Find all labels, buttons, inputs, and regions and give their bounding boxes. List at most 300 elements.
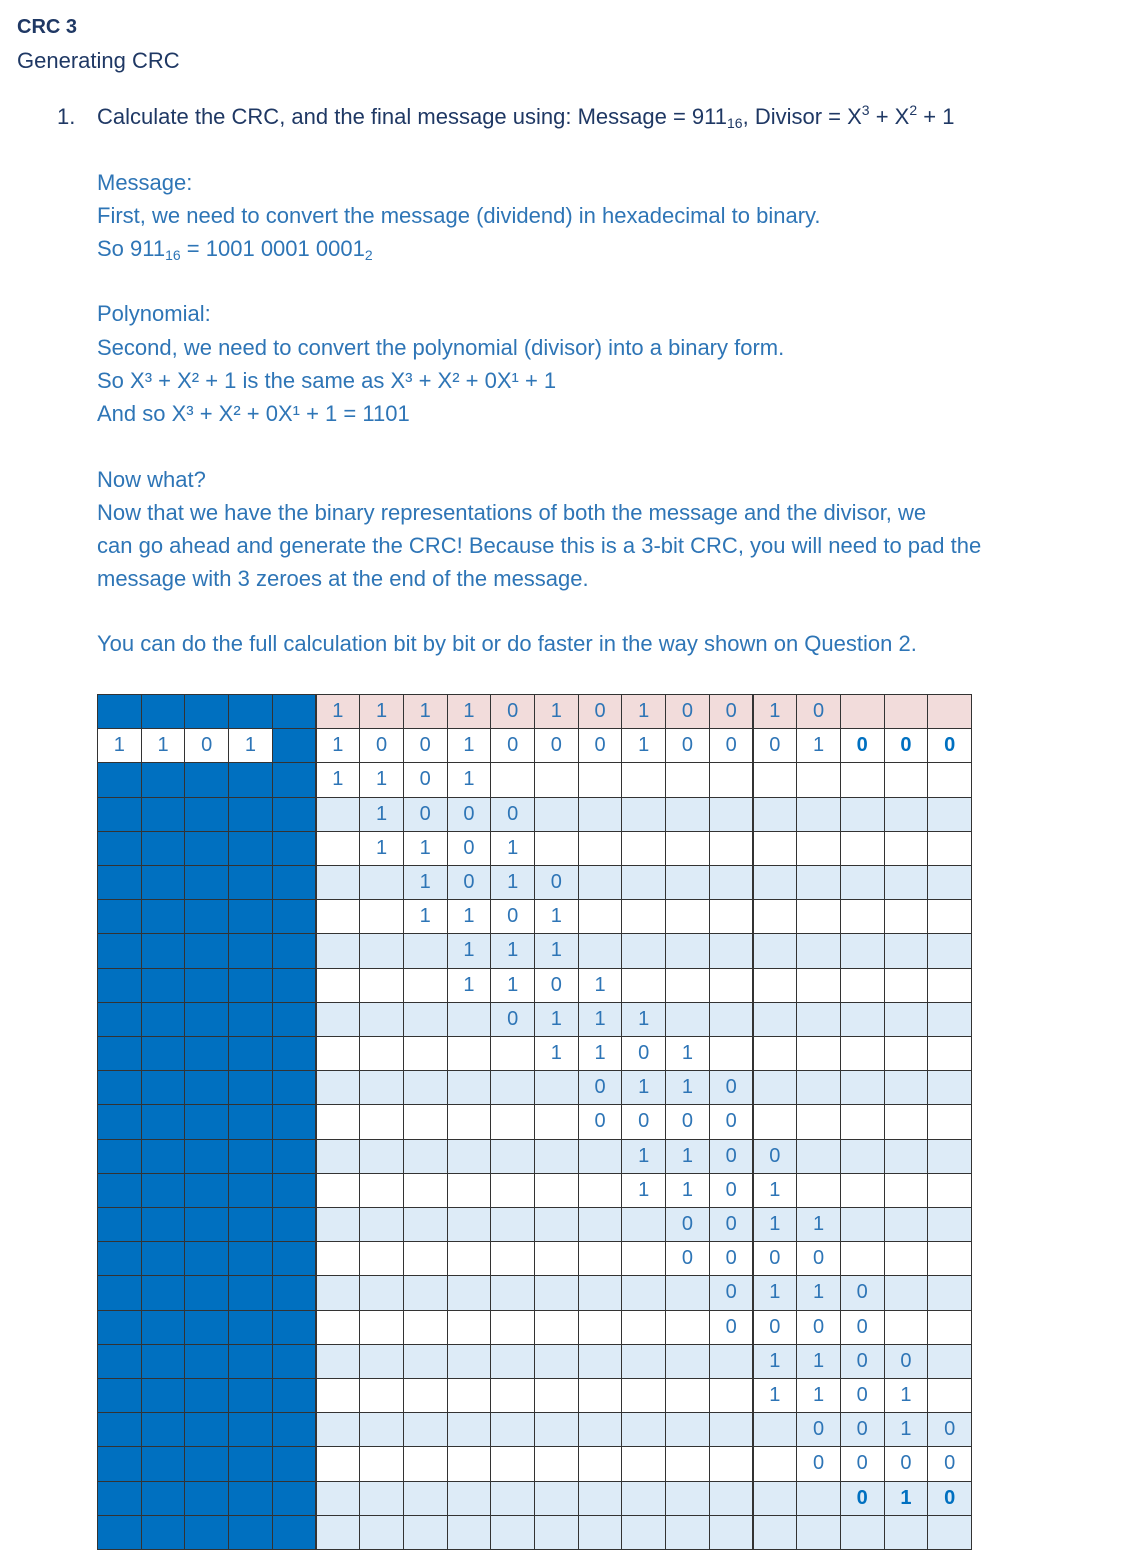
step-bit: 1 <box>403 899 448 934</box>
step-bit: 0 <box>840 1446 885 1481</box>
grid-cell <box>272 1173 317 1208</box>
grid-cell <box>621 1344 666 1379</box>
grid-cell <box>796 1139 841 1174</box>
step-bit: 1 <box>534 1002 579 1037</box>
grid-cell <box>578 831 623 866</box>
polynomial-line-2: So X³ + X² + 1 is the same as X³ + X² + 0X¹ + 1 <box>97 368 557 393</box>
grid-cell <box>665 1002 710 1037</box>
grid-cell <box>97 797 142 832</box>
grid-cell <box>753 1002 798 1037</box>
grid-cell <box>447 1446 492 1481</box>
divisor-bit: 1 <box>97 728 142 763</box>
dividend-bit: 0 <box>665 728 710 763</box>
step-bit: 0 <box>840 1310 885 1345</box>
grid-cell <box>184 694 229 729</box>
grid-cell <box>403 1241 448 1276</box>
grid-cell <box>228 1036 273 1071</box>
step-bit: 0 <box>709 1310 754 1345</box>
grid-cell <box>141 797 186 832</box>
grid-cell <box>141 1002 186 1037</box>
quotient-bit: 1 <box>534 694 579 729</box>
grid-cell <box>534 831 579 866</box>
dividend-bit: 0 <box>884 728 929 763</box>
grid-cell <box>753 865 798 900</box>
grid-cell <box>316 1036 361 1071</box>
step-bit: 0 <box>490 1002 535 1037</box>
grid-cell <box>490 1173 535 1208</box>
grid-cell <box>272 968 317 1003</box>
grid-cell <box>665 797 710 832</box>
grid-cell <box>97 1515 142 1550</box>
grid-cell <box>228 1104 273 1139</box>
grid-cell <box>578 1139 623 1174</box>
grid-cell <box>359 1515 404 1550</box>
grid-cell <box>927 1241 972 1276</box>
step-bit: 1 <box>753 1173 798 1208</box>
grid-cell <box>272 831 317 866</box>
grid-cell <box>228 968 273 1003</box>
grid-cell <box>141 1412 186 1447</box>
grid-cell <box>796 762 841 797</box>
grid-cell <box>97 1378 142 1413</box>
grid-cell <box>97 1139 142 1174</box>
grid-cell <box>447 1310 492 1345</box>
grid-cell <box>534 1412 579 1447</box>
grid-cell <box>884 1139 929 1174</box>
step-bit: 0 <box>840 1412 885 1447</box>
grid-cell <box>753 762 798 797</box>
step-bit: 1 <box>359 762 404 797</box>
grid-cell <box>97 968 142 1003</box>
grid-cell <box>403 1002 448 1037</box>
step-bit: 1 <box>490 968 535 1003</box>
grid-cell <box>840 1104 885 1139</box>
dividend-bit: 0 <box>490 728 535 763</box>
grid-cell <box>534 1173 579 1208</box>
grid-cell <box>184 1412 229 1447</box>
grid-cell <box>534 1070 579 1105</box>
grid-cell <box>141 694 186 729</box>
grid-cell <box>490 1241 535 1276</box>
grid-cell <box>621 1412 666 1447</box>
grid-cell <box>534 1310 579 1345</box>
grid-cell <box>796 865 841 900</box>
grid-cell <box>884 1515 929 1550</box>
grid-cell <box>665 1275 710 1310</box>
grid-cell <box>97 1002 142 1037</box>
grid-cell <box>316 1446 361 1481</box>
grid-cell <box>97 1104 142 1139</box>
grid-cell <box>403 1446 448 1481</box>
grid-cell <box>490 1378 535 1413</box>
grid-cell <box>184 762 229 797</box>
grid-cell <box>316 1139 361 1174</box>
grid-cell <box>141 762 186 797</box>
grid-cell <box>228 1481 273 1516</box>
grid-cell <box>840 1207 885 1242</box>
grid-cell <box>228 1310 273 1345</box>
grid-cell <box>141 1036 186 1071</box>
grid-cell <box>97 1310 142 1345</box>
step-bit: 1 <box>403 865 448 900</box>
step-bit: 1 <box>578 1002 623 1037</box>
grid-cell <box>578 1207 623 1242</box>
grid-cell <box>534 1275 579 1310</box>
grid-cell <box>447 1002 492 1037</box>
quotient-bit: 1 <box>621 694 666 729</box>
grid-cell <box>490 762 535 797</box>
dividend-bit: 0 <box>534 728 579 763</box>
grid-cell <box>403 1481 448 1516</box>
step-bit: 0 <box>665 1241 710 1276</box>
grid-cell <box>796 899 841 934</box>
divisor-bit: 1 <box>228 728 273 763</box>
polynomial-line-3: And so X³ + X² + 0X¹ + 1 = 1101 <box>97 401 410 426</box>
quotient-bit <box>884 694 929 729</box>
grid-cell <box>228 1241 273 1276</box>
grid-cell <box>184 831 229 866</box>
grid-cell <box>184 865 229 900</box>
step-bit: 1 <box>316 762 361 797</box>
grid-cell <box>141 1310 186 1345</box>
grid-cell <box>927 1515 972 1550</box>
grid-cell <box>665 831 710 866</box>
grid-cell <box>272 1412 317 1447</box>
grid-cell <box>709 899 754 934</box>
grid-cell <box>141 968 186 1003</box>
grid-cell <box>753 1412 798 1447</box>
grid-cell <box>884 831 929 866</box>
grid-cell <box>578 797 623 832</box>
step-bit: 0 <box>578 1104 623 1139</box>
grid-cell <box>316 1515 361 1550</box>
grid-cell <box>359 1241 404 1276</box>
grid-cell <box>272 1310 317 1345</box>
grid-cell <box>228 1344 273 1379</box>
now-heading: Now what? <box>97 467 206 492</box>
step-bit: 0 <box>578 1070 623 1105</box>
grid-cell <box>141 1481 186 1516</box>
divisor-bit: 0 <box>184 728 229 763</box>
grid-cell <box>840 1241 885 1276</box>
grid-cell <box>665 1481 710 1516</box>
grid-cell <box>884 933 929 968</box>
question-number: 1. <box>57 104 76 129</box>
grid-cell <box>840 1173 885 1208</box>
grid-cell <box>578 1515 623 1550</box>
grid-cell <box>447 1481 492 1516</box>
grid-cell <box>228 1378 273 1413</box>
grid-cell <box>272 1515 317 1550</box>
grid-cell <box>403 1515 448 1550</box>
grid-cell <box>709 762 754 797</box>
grid-cell <box>665 968 710 1003</box>
grid-cell <box>184 1344 229 1379</box>
grid-cell <box>141 1241 186 1276</box>
grid-cell <box>316 865 361 900</box>
grid-cell <box>490 1104 535 1139</box>
grid-cell <box>272 1070 317 1105</box>
grid-cell <box>927 933 972 968</box>
grid-cell <box>840 865 885 900</box>
grid-cell <box>621 1481 666 1516</box>
grid-cell <box>621 1310 666 1345</box>
grid-cell <box>359 899 404 934</box>
grid-cell <box>447 1275 492 1310</box>
grid-cell <box>796 968 841 1003</box>
step-bit: 0 <box>403 762 448 797</box>
grid-cell <box>403 968 448 1003</box>
grid-cell <box>316 1412 361 1447</box>
step-bit: 1 <box>753 1207 798 1242</box>
step-bit: 0 <box>665 1104 710 1139</box>
grid-cell <box>753 831 798 866</box>
step-bit: 1 <box>753 1275 798 1310</box>
grid-cell <box>403 1104 448 1139</box>
grid-cell <box>578 899 623 934</box>
grid-cell <box>359 1104 404 1139</box>
grid-cell <box>665 1378 710 1413</box>
grid-cell <box>534 1481 579 1516</box>
grid-cell <box>141 1515 186 1550</box>
grid-cell <box>228 865 273 900</box>
grid-cell <box>316 1241 361 1276</box>
grid-cell <box>840 899 885 934</box>
grid-cell <box>709 797 754 832</box>
grid-cell <box>796 1173 841 1208</box>
grid-cell <box>184 1481 229 1516</box>
grid-cell <box>665 1412 710 1447</box>
grid-cell <box>228 797 273 832</box>
step-bit: 1 <box>753 1378 798 1413</box>
grid-cell <box>796 1002 841 1037</box>
grid-cell <box>403 1275 448 1310</box>
grid-cell <box>359 1070 404 1105</box>
grid-cell <box>709 1344 754 1379</box>
grid-cell <box>141 1446 186 1481</box>
grid-cell <box>884 1002 929 1037</box>
grid-cell <box>97 865 142 900</box>
dividend-bit: 0 <box>578 728 623 763</box>
grid-cell <box>228 1412 273 1447</box>
grid-cell <box>534 797 579 832</box>
step-bit: 1 <box>447 968 492 1003</box>
grid-cell <box>709 1446 754 1481</box>
grid-cell <box>796 1515 841 1550</box>
grid-cell <box>184 933 229 968</box>
step-bit: 0 <box>621 1104 666 1139</box>
now-line-3: message with 3 zeroes at the end of the message. <box>97 566 589 591</box>
grid-cell <box>184 1139 229 1174</box>
step-bit: 1 <box>621 1139 666 1174</box>
grid-cell <box>272 865 317 900</box>
grid-cell <box>316 831 361 866</box>
grid-cell <box>709 1002 754 1037</box>
question-text: Calculate the CRC, and the final message using: Message = $911_{16}$, Divisor = $X^3 + X^2 + 1$ <box>97 102 955 131</box>
grid-cell <box>621 1446 666 1481</box>
step-bit: 1 <box>621 1070 666 1105</box>
grid-cell <box>97 1241 142 1276</box>
grid-cell <box>927 1173 972 1208</box>
grid-cell <box>447 1344 492 1379</box>
grid-cell <box>840 831 885 866</box>
grid-cell <box>665 899 710 934</box>
grid-cell <box>316 1104 361 1139</box>
grid-cell <box>709 1036 754 1071</box>
grid-cell <box>884 1173 929 1208</box>
grid-cell <box>184 968 229 1003</box>
grid-cell <box>272 1378 317 1413</box>
grid-cell <box>665 933 710 968</box>
grid-cell <box>316 1344 361 1379</box>
step-bit: 1 <box>490 865 535 900</box>
grid-cell <box>578 1412 623 1447</box>
grid-cell <box>490 1139 535 1174</box>
grid-cell <box>272 1275 317 1310</box>
grid-cell <box>884 1241 929 1276</box>
grid-cell <box>141 865 186 900</box>
grid-cell <box>359 968 404 1003</box>
step-bit: 0 <box>927 1446 972 1481</box>
grid-cell <box>447 1139 492 1174</box>
grid-cell <box>578 1446 623 1481</box>
grid-cell <box>665 762 710 797</box>
now-line-2: can go ahead and generate the CRC! Because this is a 3-bit CRC, you will need to pad the <box>97 533 982 558</box>
grid-cell <box>927 1344 972 1379</box>
grid-cell <box>490 1036 535 1071</box>
grid-cell <box>403 1412 448 1447</box>
grid-cell <box>359 1344 404 1379</box>
grid-cell <box>184 1241 229 1276</box>
step-bit: 0 <box>534 968 579 1003</box>
grid-cell <box>796 831 841 866</box>
grid-cell <box>796 933 841 968</box>
step-bit: 0 <box>884 1446 929 1481</box>
grid-cell <box>927 797 972 832</box>
grid-cell <box>97 933 142 968</box>
step-bit: 1 <box>665 1139 710 1174</box>
grid-cell <box>97 1275 142 1310</box>
grid-cell <box>184 1173 229 1208</box>
grid-cell <box>184 1446 229 1481</box>
grid-cell <box>184 1070 229 1105</box>
step-bit: 1 <box>534 933 579 968</box>
grid-cell <box>490 1481 535 1516</box>
dividend-bit: 0 <box>927 728 972 763</box>
grid-cell <box>927 1207 972 1242</box>
grid-cell <box>665 1310 710 1345</box>
grid-cell <box>840 1070 885 1105</box>
grid-cell <box>184 1104 229 1139</box>
step-bit: 0 <box>796 1412 841 1447</box>
grid-cell <box>447 1241 492 1276</box>
dividend-bit: 0 <box>840 728 885 763</box>
grid-cell <box>228 899 273 934</box>
grid-cell <box>272 933 317 968</box>
grid-cell <box>97 899 142 934</box>
grid-cell <box>490 1515 535 1550</box>
grid-cell <box>272 1036 317 1071</box>
grid-cell <box>840 1002 885 1037</box>
grid-cell <box>272 899 317 934</box>
grid-cell <box>403 1378 448 1413</box>
grid-cell <box>927 899 972 934</box>
step-bit: 0 <box>709 1241 754 1276</box>
grid-cell <box>753 797 798 832</box>
step-bit: 1 <box>490 831 535 866</box>
grid-cell <box>228 762 273 797</box>
step-bit: 1 <box>621 1002 666 1037</box>
grid-cell <box>184 1515 229 1550</box>
grid-cell <box>927 831 972 866</box>
step-bit: 1 <box>796 1378 841 1413</box>
step-bit: 1 <box>447 762 492 797</box>
step-bit: 0 <box>927 1481 972 1516</box>
step-bit: 0 <box>709 1275 754 1310</box>
grid-cell <box>141 1139 186 1174</box>
dividend-bit: 1 <box>316 728 361 763</box>
grid-cell <box>316 899 361 934</box>
step-bit: 1 <box>884 1412 929 1447</box>
grid-cell <box>840 968 885 1003</box>
quotient-bit: 1 <box>753 694 798 729</box>
grid-cell <box>403 1036 448 1071</box>
grid-cell <box>884 1104 929 1139</box>
grid-cell <box>884 1310 929 1345</box>
grid-cell <box>927 1275 972 1310</box>
dividend-bit: 0 <box>709 728 754 763</box>
grid-cell <box>534 762 579 797</box>
step-bit: 0 <box>490 899 535 934</box>
grid-cell <box>184 1036 229 1071</box>
grid-cell <box>709 1412 754 1447</box>
grid-cell <box>97 1412 142 1447</box>
grid-cell <box>228 1275 273 1310</box>
grid-cell <box>753 933 798 968</box>
grid-cell <box>141 933 186 968</box>
grid-cell <box>141 1344 186 1379</box>
message-line-2: So $911_{16} = 1001$ 0001 $0001_2$ <box>97 236 373 263</box>
grid-cell <box>927 1070 972 1105</box>
grid-cell <box>578 865 623 900</box>
grid-cell <box>927 1002 972 1037</box>
grid-cell <box>97 1481 142 1516</box>
grid-cell <box>578 1275 623 1310</box>
grid-cell <box>534 1378 579 1413</box>
now-line-1: Now that we have the binary representations of both the message and the divisor, we <box>97 500 927 525</box>
grid-cell <box>316 797 361 832</box>
grid-cell <box>840 797 885 832</box>
grid-cell <box>796 797 841 832</box>
grid-cell <box>97 1173 142 1208</box>
step-bit: 0 <box>490 797 535 832</box>
grid-cell <box>709 968 754 1003</box>
grid-cell <box>796 1036 841 1071</box>
dividend-bit: 0 <box>359 728 404 763</box>
grid-cell <box>316 933 361 968</box>
quotient-bit: 0 <box>665 694 710 729</box>
grid-cell <box>403 933 448 968</box>
grid-cell <box>753 1515 798 1550</box>
grid-cell <box>184 1275 229 1310</box>
grid-cell <box>447 1104 492 1139</box>
step-bit: 0 <box>753 1139 798 1174</box>
grid-cell <box>228 694 273 729</box>
message-heading: Message: <box>97 170 193 195</box>
grid-cell <box>578 1241 623 1276</box>
grid-cell <box>97 1070 142 1105</box>
grid-cell <box>447 1412 492 1447</box>
